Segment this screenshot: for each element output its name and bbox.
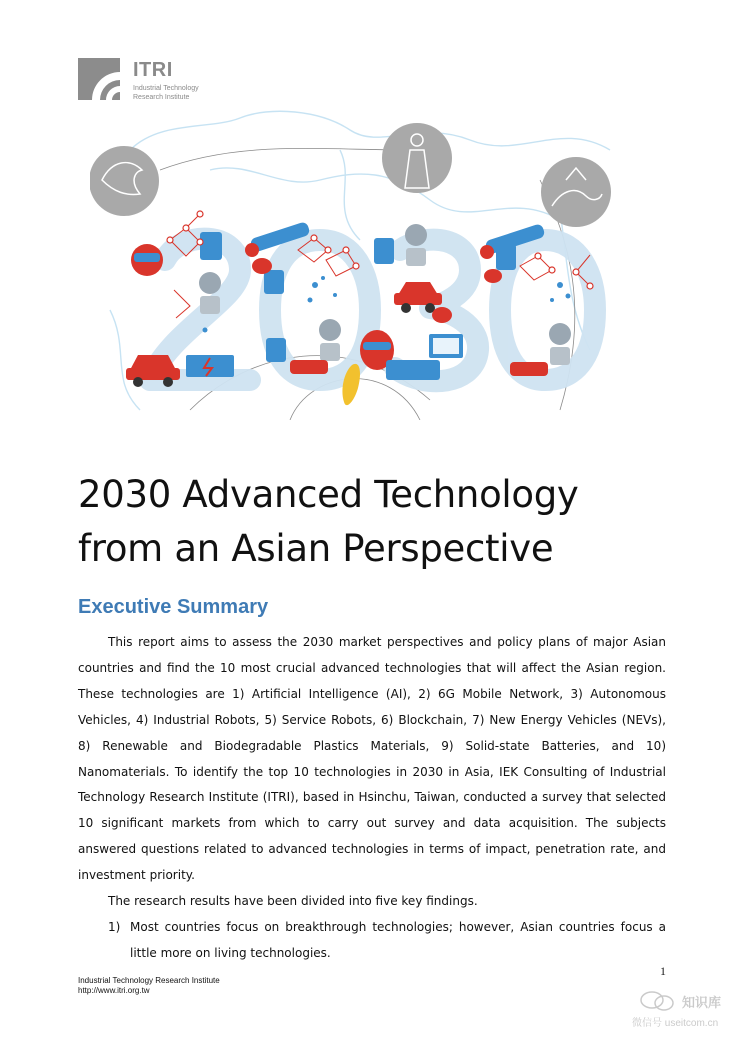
monitor-icon [429, 334, 463, 358]
page-number: 1 [660, 964, 666, 978]
wechat-icon [638, 990, 678, 1012]
logo-subtitle [133, 84, 199, 102]
summary-paragraph-1: This report aims to assess the 2030 market perspectives and policy plans of major Asian countries and find the 10 most crucial advanced technologies that will affect the Asian region. These technologies are 1) Artificial Intelligence (AI), 2) 6G Mobile Network, 3) Autonomous Vehicles, 4) Industrial Robots, 5) Service Robots, 6) Blockchain, 7) New Energy Vehicles (NEVs), 8) Renewable and Biodegradable Plastics Materials, 9) Solid-state Batteries, and 10) Nanomaterials. To identify the top 10 technologies in 2030 in Asia, IEK Consulting of Industrial Technology Research Institute (ITRI), based in Hsinchu, Taiwan, conducted a survey that selected 10 significant markets from which to carry out survey and data acquisition. The subjects answered questions related to advanced technologies in terms of impact, penetration rate, and investment priority. [78, 635, 666, 883]
battery-icon [186, 355, 234, 377]
footer-org: Industrial Technology Research Institute [78, 976, 220, 985]
robot-icon [549, 323, 571, 365]
page-footer [78, 976, 220, 996]
hero-illustration [90, 110, 630, 420]
logo-name: ITRI [133, 59, 173, 81]
footer-url: http://www.itri.org.tw [78, 986, 150, 995]
robot-head-icon [131, 244, 163, 276]
finding-item-1 [78, 915, 666, 967]
wave-circle-icon [541, 157, 611, 227]
logo-subtitle-line1: Industrial Technology [133, 85, 199, 92]
bus-icon [386, 360, 440, 380]
itri-logo-mark-icon [78, 58, 120, 100]
splash-dots [203, 276, 571, 333]
finding-text: Most countries focus on breakthrough technologies; however, Asian countries focus a little more on living technologies. [130, 919, 666, 960]
summary-paragraph-2: The research results have been divided into five key findings. [108, 894, 478, 909]
document-title-line1: 2030 Advanced Technology [78, 473, 579, 516]
itri-logo [78, 58, 218, 102]
car-icon [394, 282, 442, 313]
document-title [78, 468, 579, 576]
finding-number: 1) [108, 919, 121, 934]
robot-icon [319, 319, 341, 361]
dragon-circle-icon [90, 146, 159, 216]
watermark [630, 990, 740, 1030]
executive-summary-body [78, 630, 666, 967]
executive-summary-heading: Executive Summary [78, 596, 269, 618]
document-title-line2: from an Asian Perspective [78, 527, 554, 570]
figure-circle-icon [382, 123, 452, 193]
logo-subtitle-line2: Research Institute [133, 94, 190, 101]
watermark-account: 微信号 useitcom.cn [632, 1018, 719, 1029]
watermark-brand: 知识库 [682, 995, 722, 1010]
